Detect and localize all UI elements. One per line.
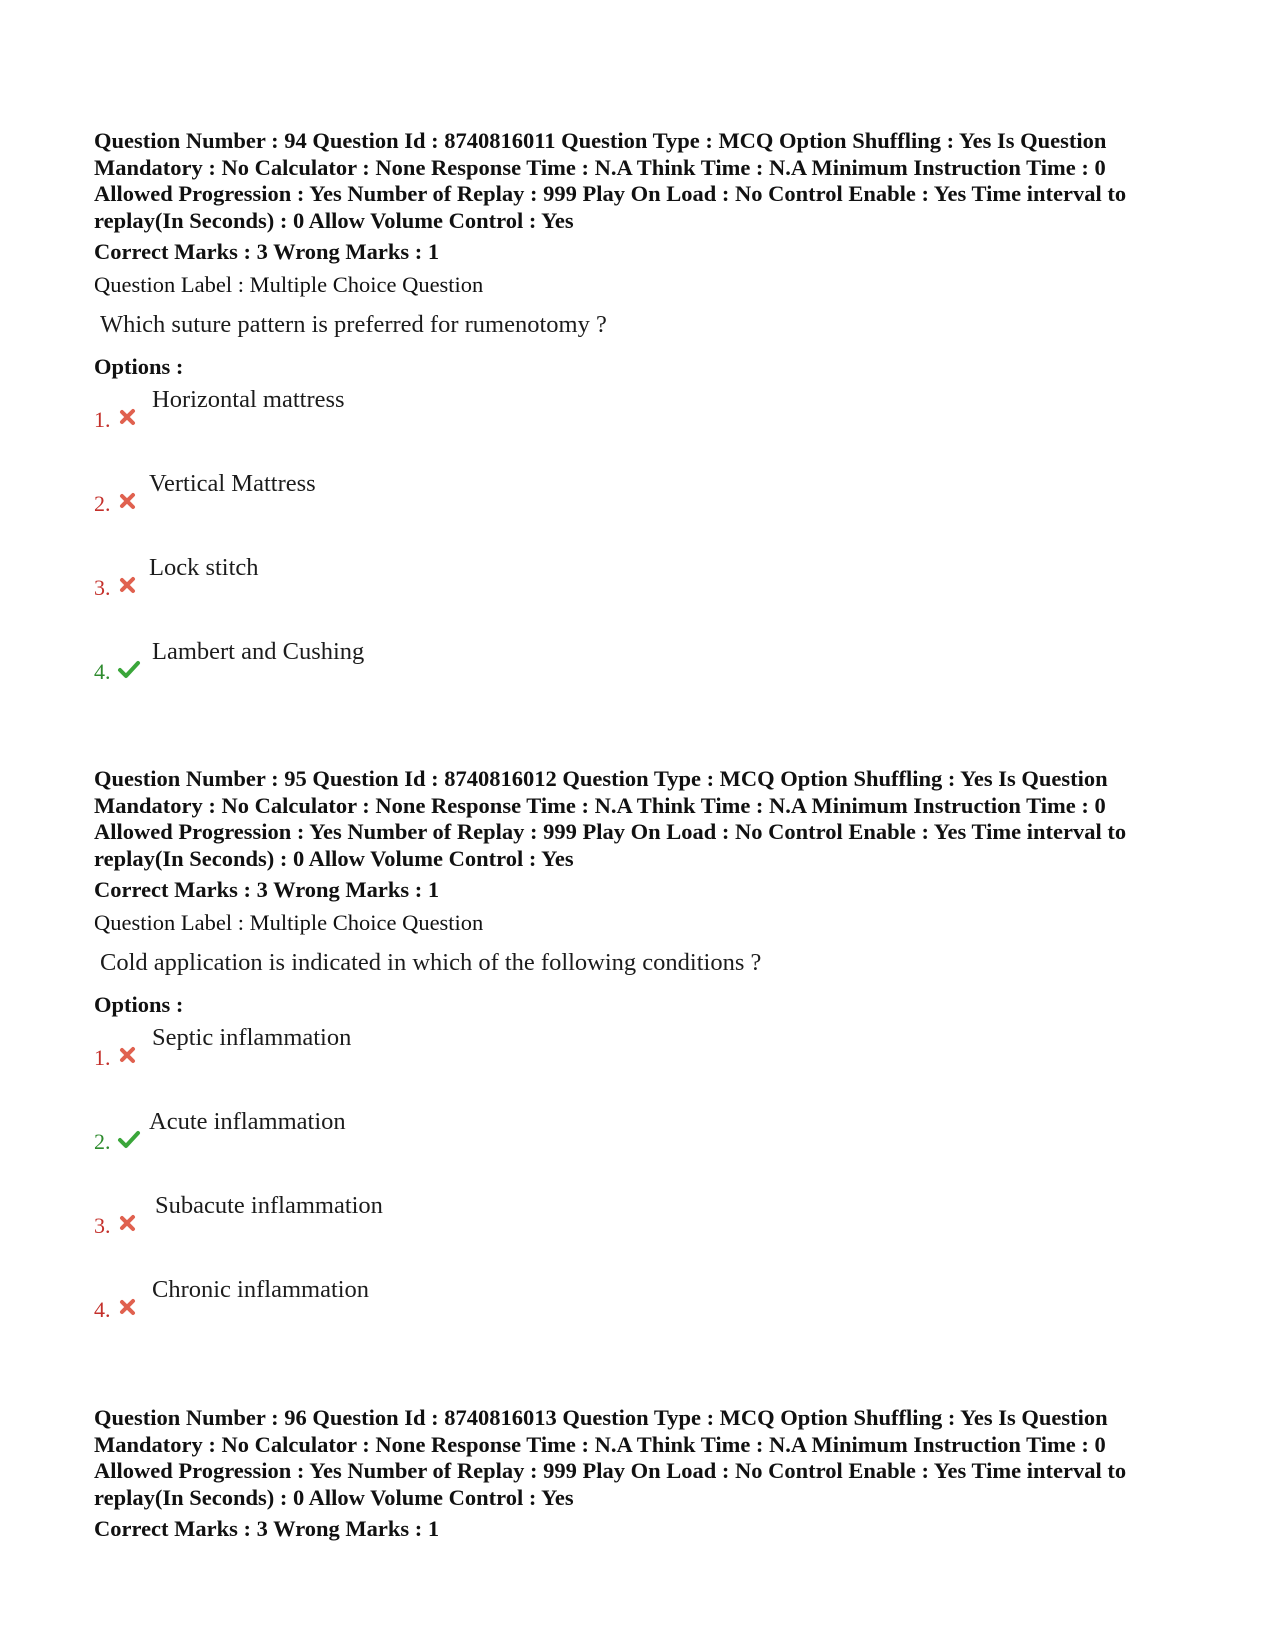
option-text: Horizontal mattress [152, 386, 345, 413]
question-meta-line: Question Number : 96 Question Id : 8740816013 Question Type : MCQ Option Shuffling : Yes Is Question [94, 1405, 1108, 1430]
cross-icon [117, 1044, 139, 1066]
check-icon [117, 1128, 141, 1150]
question-meta [94, 1405, 1204, 1511]
option-text: Chronic inflammation [152, 1276, 370, 1303]
question-meta-line: Allowed Progression : Yes Number of Replay : 999 Play On Load : No Control Enable : Yes Time interval to [94, 819, 1127, 844]
cross-icon [117, 574, 139, 596]
question-meta [94, 766, 1204, 872]
options-list [94, 1024, 1204, 1360]
question-block-94 [94, 128, 1204, 722]
cross-icon [117, 1212, 139, 1234]
option-item [94, 1276, 1204, 1360]
question-meta-line: replay(In Seconds) : 0 Allow Volume Control : Yes [94, 845, 574, 871]
option-item [94, 1108, 1204, 1192]
option-number: 3. [94, 1213, 111, 1238]
option-number: 4. [94, 1297, 111, 1322]
cross-icon [117, 406, 139, 428]
options-heading: Options : [94, 992, 184, 1017]
question-meta-line: Mandatory : No Calculator : None Response Time : N.A Think Time : N.A Minimum Instruction Time : 0 [94, 1431, 1106, 1457]
question-meta-line: replay(In Seconds) : 0 Allow Volume Control : Yes [94, 207, 574, 233]
question-block-96 [94, 1405, 1204, 1542]
question-label: Question Label : Multiple Choice Question [94, 910, 484, 935]
option-text: Lock stitch [149, 554, 259, 581]
question-meta [94, 128, 1204, 234]
option-number: 2. [94, 491, 111, 516]
option-item [94, 386, 1204, 470]
question-label: Question Label : Multiple Choice Question [94, 272, 484, 297]
option-text: Lambert and Cushing [152, 638, 365, 665]
question-meta-line: Allowed Progression : Yes Number of Replay : 999 Play On Load : No Control Enable : Yes Time interval to [94, 181, 1127, 206]
option-text: Vertical Mattress [149, 470, 316, 497]
question-meta-line: Mandatory : No Calculator : None Response Time : N.A Think Time : N.A Minimum Instruction Time : 0 [94, 154, 1106, 180]
question-text: Which suture pattern is preferred for rumenotomy ? [100, 311, 607, 338]
cross-icon [117, 490, 139, 512]
option-item [94, 554, 1204, 638]
marks-line: Correct Marks : 3 Wrong Marks : 1 [94, 877, 440, 902]
marks-line: Correct Marks : 3 Wrong Marks : 1 [94, 1516, 440, 1541]
question-text: Cold application is indicated in which of the following conditions ? [100, 949, 762, 976]
option-number: 1. [94, 1045, 111, 1070]
option-number: 1. [94, 407, 111, 432]
option-item [94, 470, 1204, 554]
option-number: 3. [94, 575, 111, 600]
option-item [94, 638, 1204, 722]
option-text: Acute inflammation [149, 1108, 346, 1135]
option-item [94, 1024, 1204, 1108]
option-text: Septic inflammation [152, 1024, 352, 1051]
options-list [94, 386, 1204, 722]
question-meta-line: Allowed Progression : Yes Number of Replay : 999 Play On Load : No Control Enable : Yes Time interval to [94, 1458, 1127, 1483]
cross-icon [117, 1296, 139, 1318]
question-meta-line: replay(In Seconds) : 0 Allow Volume Control : Yes [94, 1484, 574, 1510]
marks-line: Correct Marks : 3 Wrong Marks : 1 [94, 239, 440, 264]
question-block-95 [94, 766, 1204, 1360]
option-number: 2. [94, 1129, 111, 1154]
question-meta-line: Mandatory : No Calculator : None Response Time : N.A Think Time : N.A Minimum Instruction Time : 0 [94, 792, 1106, 818]
option-item [94, 1192, 1204, 1276]
check-icon [117, 658, 141, 680]
option-text: Subacute inflammation [155, 1192, 383, 1219]
question-meta-line: Question Number : 94 Question Id : 8740816011 Question Type : MCQ Option Shuffling : Yes Is Question [94, 128, 1107, 153]
question-meta-line: Question Number : 95 Question Id : 8740816012 Question Type : MCQ Option Shuffling : Yes Is Question [94, 766, 1108, 791]
options-heading: Options : [94, 354, 184, 379]
option-number: 4. [94, 659, 111, 684]
